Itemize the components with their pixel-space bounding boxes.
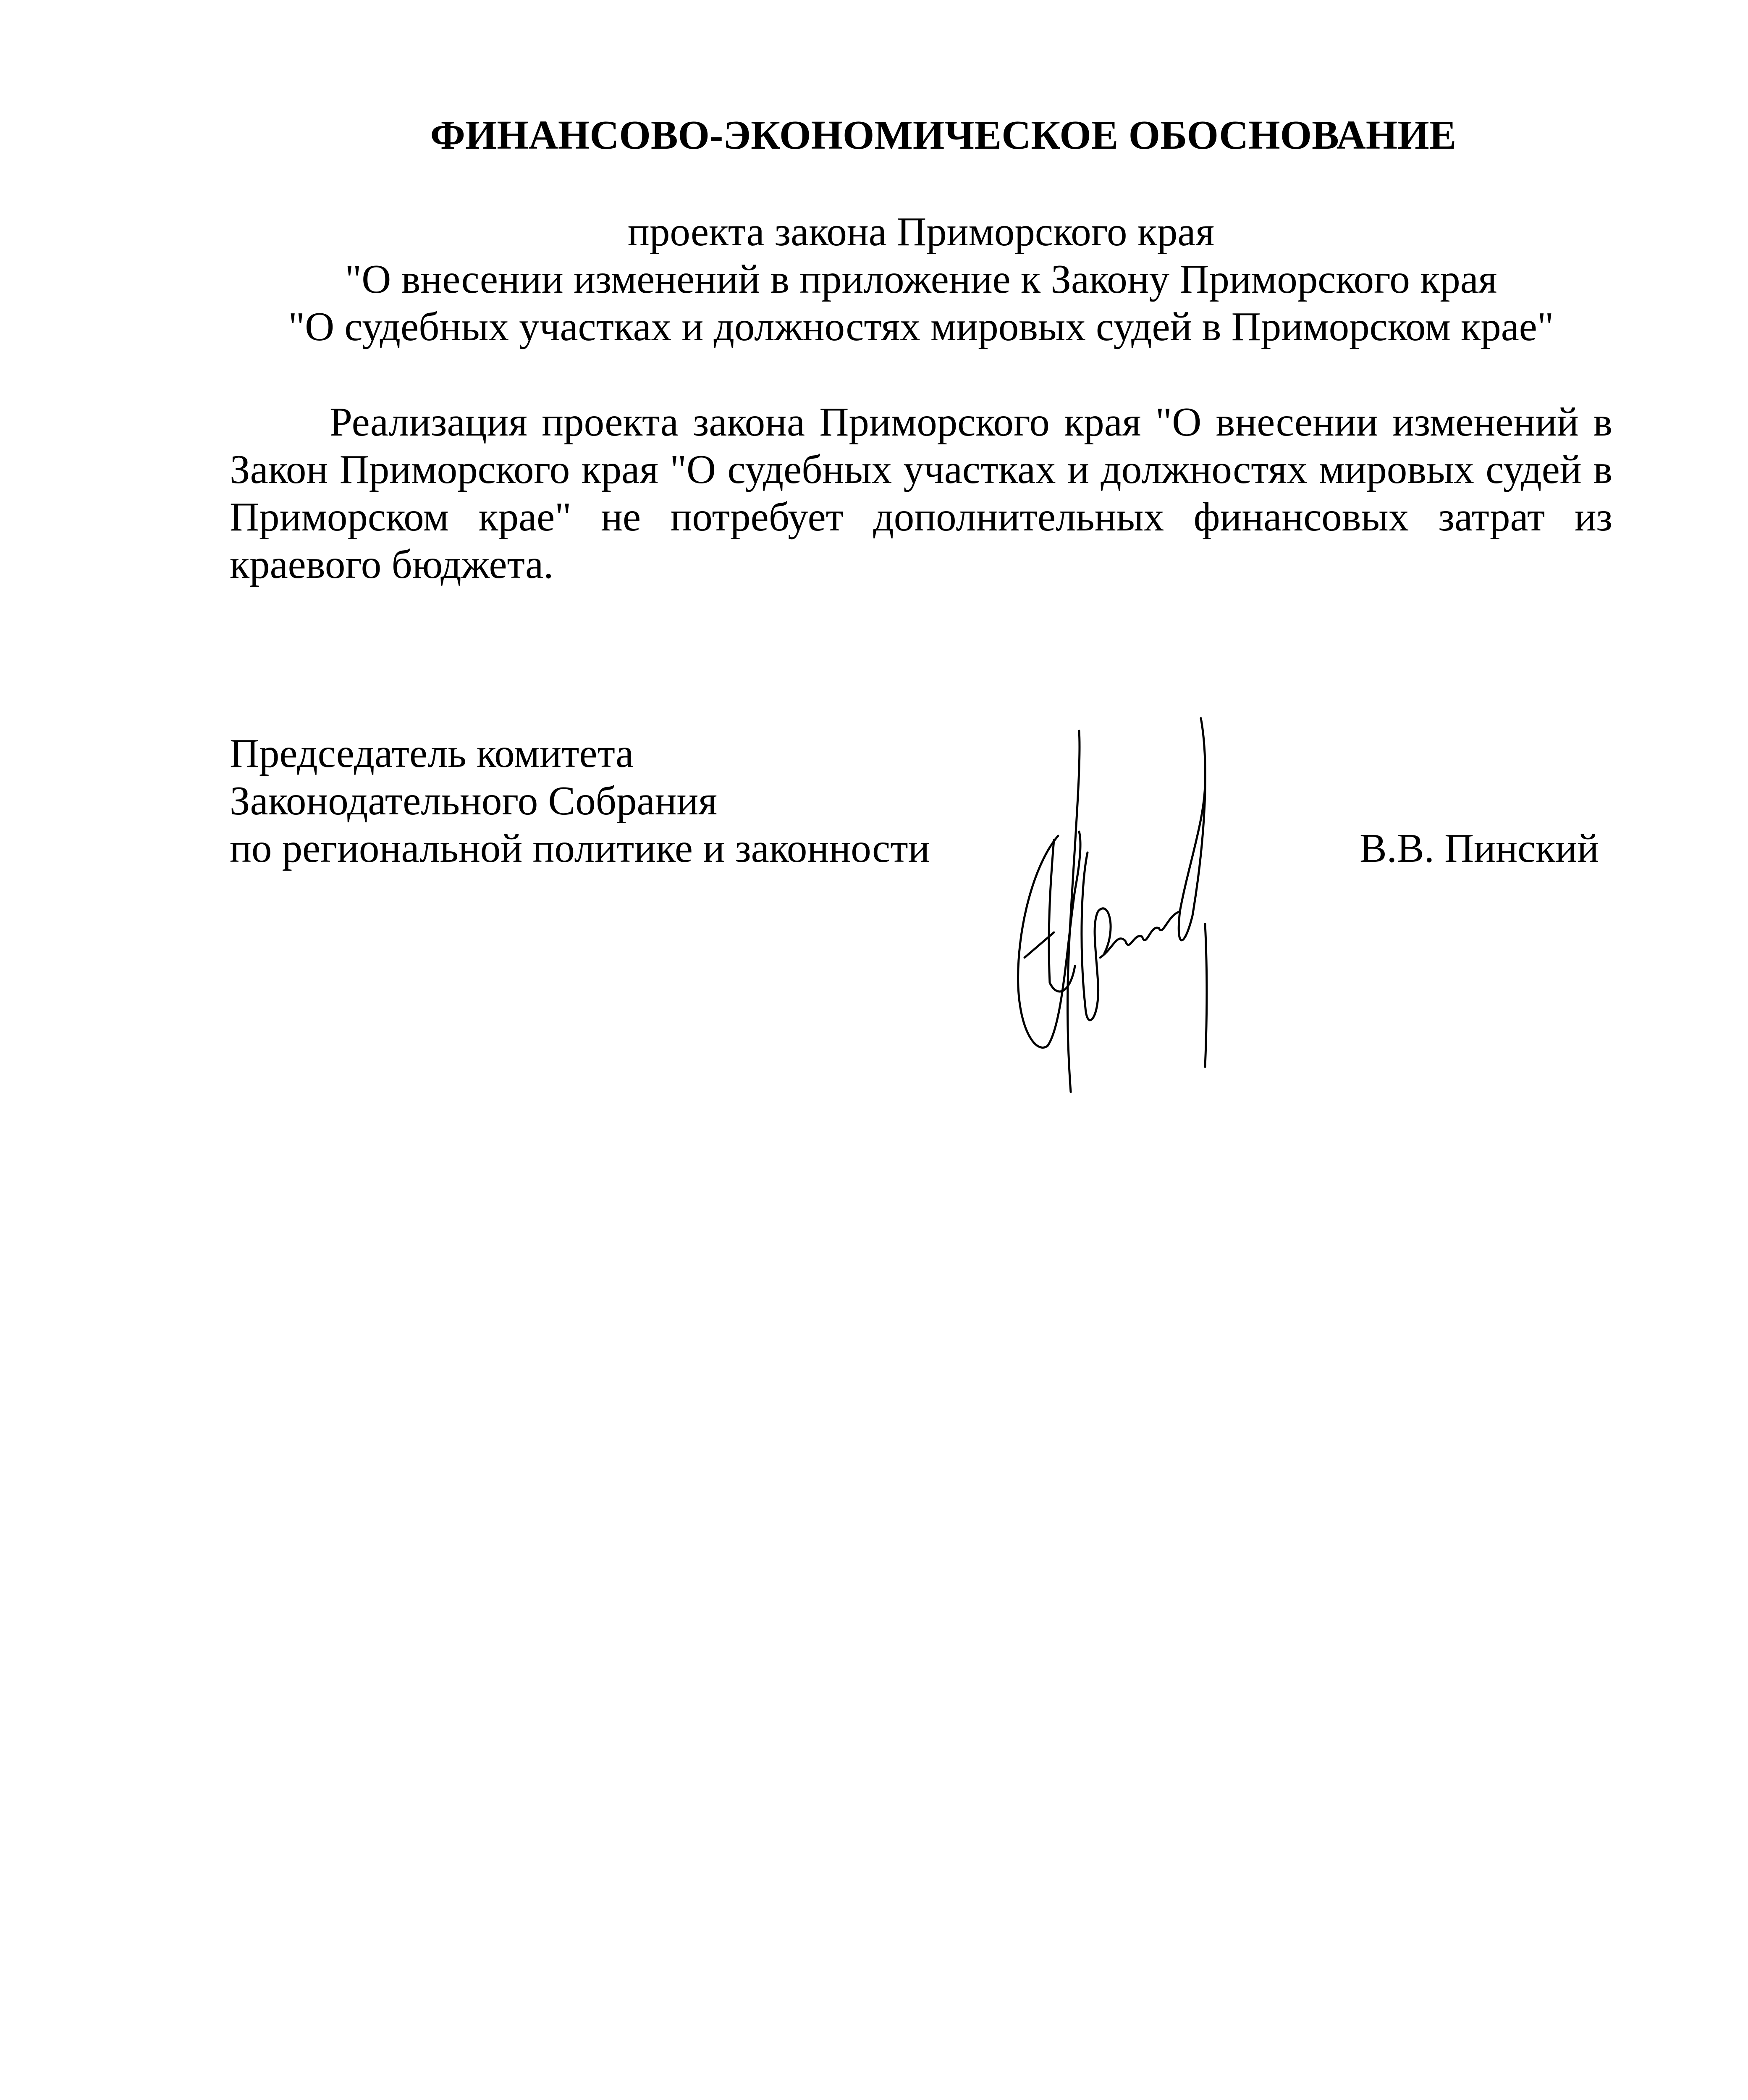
document-title: ФИНАНСОВО-ЭКОНОМИЧЕСКОЕ ОБОСНОВАНИЕ <box>430 113 1457 158</box>
signatory-line: Законодательного Собрания <box>230 778 718 823</box>
body-paragraph: Реализация проекта закона Приморского края "О внесении изменений в Закон Приморского края "О судебных участках и должностях мировых судей в Приморском крае" не потребует дополнительных финансовых затрат из краевого бюджета. <box>230 399 1612 587</box>
signatory-line: Председатель комитета <box>230 731 634 776</box>
signatory-title <box>230 730 930 872</box>
subtitle-line: "О судебных участках и должностях мировых судей в Приморском крае" <box>288 304 1554 349</box>
signer-name: В.В. Пинский <box>1359 826 1599 871</box>
document-subtitle <box>230 208 1612 350</box>
handwritten-signature <box>1008 714 1243 1100</box>
subtitle-line: проекта закона Приморского края <box>627 209 1215 254</box>
signatory-line: по региональной политике и законности <box>230 826 930 871</box>
signature-block <box>0 730 1748 1100</box>
subtitle-line: "О внесении изменений в приложение к Закону Приморского края <box>345 257 1497 302</box>
